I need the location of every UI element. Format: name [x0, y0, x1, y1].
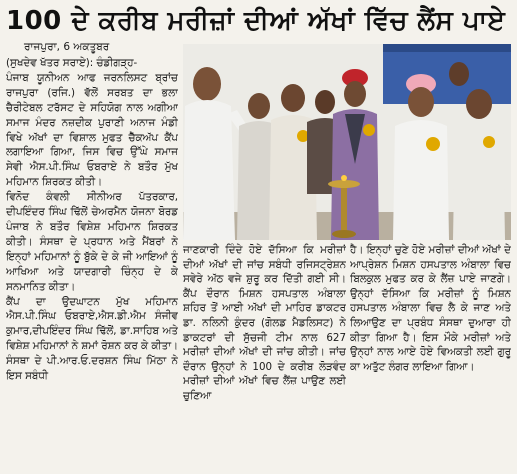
- headline: 100 ਦੇ ਕਰੀਬ ਮਰੀਜ਼ਾਂ ਦੀਆਂ ਅੱਖਾਂ ਵਿੱਚ ਲੈਂਸ ਪਾਏ: [6, 6, 506, 36]
- person-back-right: [449, 62, 469, 86]
- paragraph: ਵਿਨੋਦ ਕੰਵਲੀ ਸੀਨੀਅਰ ਪੱਤਰਕਾਰ, ਦੀਪਇੰਦਰ ਸਿੰਘ ਢਿੱਲੋਂ ਚੇਅਰਮੈਨ ਯੋਜਨਾ ਬੋਰਡ ਪੰਜਾਬ ਨੇ ਬਤੌਰ ਵਿਸ਼ੇਸ਼ ਮਹਿਮਾਨ ਸ਼ਿਰਕਤ ਕੀਤੀ। ਸੰਸਥਾ ਦੇ ਪ੍ਰਧਾਨ ਅਤੇ ਮੈਂਬਰਾਂ ਨੇ ਇਨ੍ਹਾਂ ਮਹਿਮਾਨਾਂ ਨੂੰ ਬੁੱਕੇ ਦੇ ਕੇ ਜੀ ਆਇਆਂ ਨੂੰ ਆਖਿਆ ਅਤੇ ਯਾਦਗਾਰੀ ਚਿੰਨ੍ਹ ਦੇ ਕੇ ਸਨਮਾਨਿਤ ਕੀਤਾ।: [6, 191, 178, 293]
- article-column-3: [350, 243, 511, 472]
- photo-banner: [383, 44, 511, 104]
- paragraph: ਕੈਂਪ ਦਾ ਉਦਘਾਟਨ ਮੁੱਖ ਮਹਿਮਾਨ ਐਸ.ਪੀ.ਸਿੰਘ ਓਬਰਾਏ,ਐਸ.ਡੀ.ਐਮ ਸੰਜੀਵ ਕੁਮਾਰ,ਦੀਪਇੰਦਰ ਸਿੰਘ ਢਿੱਲੋਂ, ਡਾ.ਸਾਹਿਬ ਅਤੇ ਵਿਸ਼ੇਸ਼ ਮਹਿਮਾਨਾਂ ਨੇ ਸ਼ਮਾਂ ਰੋਸ਼ਨ ਕਰ ਕੇ ਕੀਤਾ। ਸੰਸਥਾ ਦੇ ਪੀ.ਆਰ.ਓ.ਦਰਸ਼ਨ ਸਿੰਘ ਮਿੱਠਾ ਨੇ ਇਸ ਸਬੰਧੀ: [6, 295, 178, 383]
- news-photo: [183, 44, 511, 240]
- article-column-1-text: [6, 56, 178, 384]
- paragraph: ਹੈ। ਇਨ੍ਹਾਂ ਚੁਣੇ ਹੋਏ ਮਰੀਜ਼ਾਂ ਦੀਆਂ ਅੱਖਾਂ ਦੇ ਆਪ੍ਰੇਸ਼ਨ ਮਿਸ਼ਨ ਹਸਪਤਾਲ ਅੰਬਾਲਾ ਵਿਚ ਬਿਲਕੁਲ ਮੁਫਤ ਕਰ ਕੇ ਲੈਂਜ਼ ਪਾਏ ਜਾਣਗੇ। ਉਨ੍ਹਾਂ ਦੱਸਿਆ ਕਿ ਮਰੀਜ਼ਾਂ ਨੂੰ ਮਿਸ਼ਨ ਹਸਪਤਾਲ ਅੰਬਾਲਾ ਵਿਚ ਲੈ ਕੇ ਜਾਣ ਅਤੇ ਲਿਆਉਣ ਦਾ ਪ੍ਰਬੰਧ ਸੰਸਥਾ ਦੁਆਰਾ ਹੀ ਕੀਤਾ ਗਿਆ ਹੈ। ਇਸ ਮੌਕੇ ਮਰੀਜ਼ਾਂ ਅਤੇ ਉਨ੍ਹਾਂ ਨਾਲ ਆਏ ਹੋਏ ਵਿਅਕਤੀ ਲਈ ਗੁਰੂ ਕਾ ਅਤੁੱਟ ਲੰਗਰ ਲਾਇਆ ਗਿਆ।: [350, 244, 511, 373]
- byline: (ਸੁਖਦੇਵ ਖੱਤਰ ਸਰਾਏ): ਚੰਡੀਗੜ੍ਹ-: [6, 57, 138, 69]
- article-column-2-text: [183, 243, 346, 404]
- article-column-2: [183, 243, 346, 472]
- paragraph: ਜਾਣਕਾਰੀ ਦਿੰਦੇ ਹੋਏ ਦੱਸਿਆ ਕਿ ਮਰੀਜ਼ਾਂ ਦੀਆਂ ਅੱਖਾਂ ਦੀ ਜਾਂਚ ਸਬੰਧੀ ਰਜਿਸਟ੍ਰੇਸ਼ਨ ਸਵੇਰੇ ਅੱਠ ਵਜੇ ਸ਼ੁਰੂ ਕਰ ਦਿੱਤੀ ਗਈ ਸੀ। ਕੈਂਪ ਦੌਰਾਨ ਮਿਸ਼ਨ ਹਸਪਤਾਲ ਅੰਬਾਲਾ ਸ਼ਹਿਰ ਤੋਂ ਆਈ ਅੱਖਾਂ ਦੀ ਮਾਹਿਰ ਡਾਕਟਰ ਡਾ. ਨਲਿਨੀ ਕੁੰਦਰ (ਗੋਲਡ ਮੈਡਲਿਸਟ) ਨੇ ਡਾਕਟਰਾਂ ਦੀ ਸੁੱਚਜੀ ਟੀਮ ਨਾਲ 627 ਮਰੀਜ਼ਾਂ ਦੀਆਂ ਅੱਖਾਂ ਦੀ ਜਾਂਚ ਕੀਤੀ। ਜਾਂਚ ਦੌਰਾਨ ਉਨ੍ਹਾਂ ਨੇ 100 ਦੇ ਕਰੀਬ ਲੋੜਵੰਦ ਮਰੀਜ਼ਾਂ ਦੀਆਂ ਅੱਖਾਂ ਵਿਚ ਲੈਂਜ਼ ਪਾਉਣ ਲਈ ਚੁਣਿਆ: [183, 244, 346, 402]
- dateline: ਰਾਜਪੁਰਾ, 6 ਅਕਤੂਬਰ: [24, 41, 110, 53]
- article-column-3-text: [350, 243, 511, 374]
- article-column-1: [6, 40, 178, 472]
- paragraph: ਪੰਜਾਬ ਯੂਨੀਅਨ ਆਫ ਜਰਨਲਿਸਟ ਬ੍ਰਾਂਚ ਰਾਜਪੁਰਾ (ਰਜਿ.) ਵੱਲੋਂ ਸਰਬਤ ਦਾ ਭਲਾ ਚੈਰੀਟੇਬਲ ਟਰੱਸਟ ਦੇ ਸਹਿਯੋਗ ਨਾਲ ਅਗੀਆ ਸਮਾਜ ਮੰਦਰ ਨਜ਼ਦੀਕ ਪੁਰਾਣੀ ਅਨਾਜ ਮੰਡੀ ਵਿਖੇ ਅੱਖਾਂ ਦਾ ਵਿਸ਼ਾਲ ਮੁਫਤ ਚੈੱਕਅੱਪ ਕੈਂਪ ਲਗਾਇਆ ਗਿਆ, ਜਿਸ ਵਿਚ ਉੱਘੇ ਸਮਾਜ ਸੇਵੀ ਐਸ.ਪੀ.ਸਿੰਘ ਓਬਰਾਏ ਨੇ ਬਤੌਰ ਮੁੱਖ ਮਹਿਮਾਨ ਸ਼ਿਰਕਤ ਕੀਤੀ।: [6, 71, 178, 189]
